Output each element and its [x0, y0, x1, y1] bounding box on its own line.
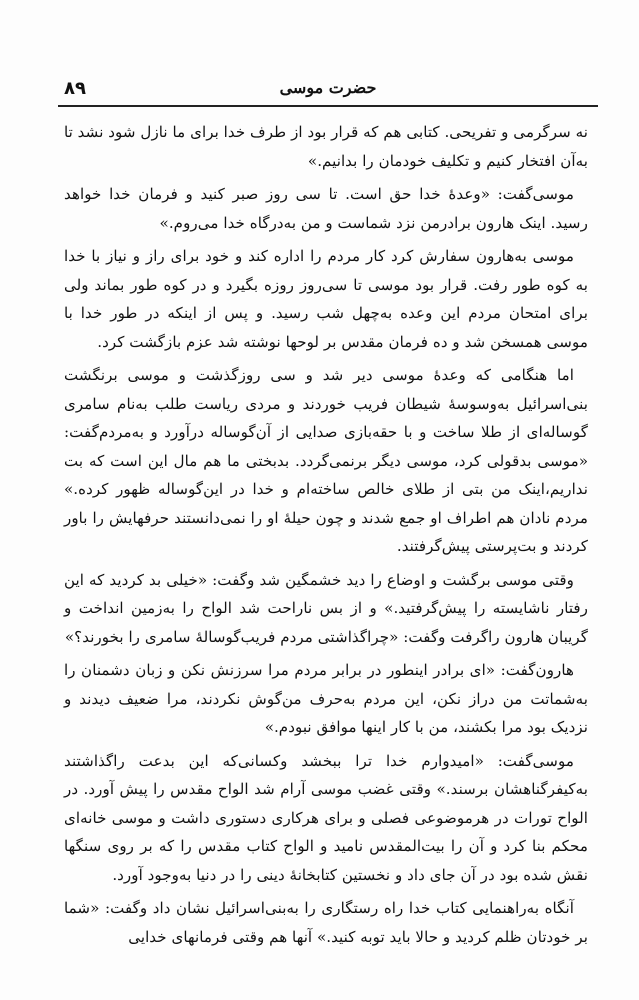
paragraph: آنگاه به‌راهنمایی کتاب خدا راه رستگاری را به‌بنی‌اسرائیل نشان داد وگفت: «شما بر خودتان ظلم کردید و حالا باید توبه کنید.» آنها هم وقتی فرمانهای خدایی: [64, 899, 588, 946]
running-title: حضرت موسی: [279, 78, 377, 97]
page-number: ۸۹: [64, 78, 86, 99]
paragraph: موسی به‌هارون سفارش کرد کار مردم را اداره کند و خود برای راز و نیاز با خدا به کوه طور رفت. قرار بود موسی تا سی‌روز روزه بگیرد و در کوه طور بماند ولی برای امتحان مردم این وعده به‌چهل شب رسید. و پس از اینکه در طور خدا با موسی همسخن شد و ده فرمان مقدس بر لوحها نوشته شد عزم بازگشت کرد.: [64, 247, 588, 351]
paragraph: هارون‌گفت: «ای برادر اینطور در برابر مردم مرا سرزنش نکن و زبان دشمنان را به‌شماتت من دراز نکن، این مردم به‌حرف من‌گوش نکردند، مرا ضعیف دیدند و نزدیک بود مرا بکشند، من با کار اینها موافق نبودم.»: [64, 661, 588, 736]
paragraph: اما هنگامی که وعدهٔ موسی دیر شد و سی روزگذشت و موسی برنگشت بنی‌اسرائیل به‌وسوسهٔ شیطان فریب خوردند و مردی ریاست طلب به‌نام سامری گوساله‌ای از طلا ساخت و با حقه‌بازی صدایی از آن‌گوساله درآورد و به‌مردم‌گفت: «موسی بدقولی کرد، موسی دیگر برنمی‌گردد. بدبختی ما هم مال این است که بت نداریم،اینک من بتی از طلای خالص ساخته‌ام و خدا در این‌گوساله ظهور کرده.» مردم نادان هم اطراف او جمع شدند و چون حیلهٔ او را نمی‌دانستند حرفهایش را باور کردند و بت‌پرستی پیش‌گرفتند.: [64, 366, 588, 555]
paragraph: وقتی موسی برگشت و اوضاع را دید خشمگین شد وگفت: «خیلی بد کردید که این رفتار ناشایسته را پیش‌گرفتید.» و از بس ناراحت شد الواح را به‌زمین انداخت و گریبان هارون راگرفت وگفت: «چراگذاشتی مردم فریب‌گوسالهٔ سامری را بخورند؟»: [64, 570, 588, 646]
paragraph: موسی‌گفت: «وعدهٔ خدا حق است. تا سی روز صبر کنید و فرمان خدا خواهد رسید. اینک هارون برادرمن نزد شماست و من به‌درگاه خدا می‌روم.»: [64, 185, 588, 232]
paragraph: نه سرگرمی و تفریحی. کتابی هم که قرار بود از طرف خدا برای ما نازل شود نشد تا به‌آن افتخار کنیم و تکلیف خودمان را بدانیم.»: [64, 123, 588, 170]
paragraph: موسی‌گفت: «امیدوارم خدا ترا ببخشد وکسانی‌که این بدعت راگذاشتند به‌کیفرگناهشان برسند.» وقتی غضب موسی آرام شد الواح مقدس را پیش آورد. در الواح تورات در هرموضوعی فصلی و برای هرکاری دستوری داشت و موسی خانه‌ای محکم بنا کرد و آن را بیت‌المقدس نامید و الواح کتاب مقدس را که بر روی سنگها نقش شده بود در آن جای داد و نخستین کتابخانهٔ دینی را در دنیا به‌وجود آورد.: [64, 751, 588, 884]
page-header: [58, 74, 598, 104]
header-divider: [58, 105, 598, 107]
body-text: [64, 118, 588, 956]
